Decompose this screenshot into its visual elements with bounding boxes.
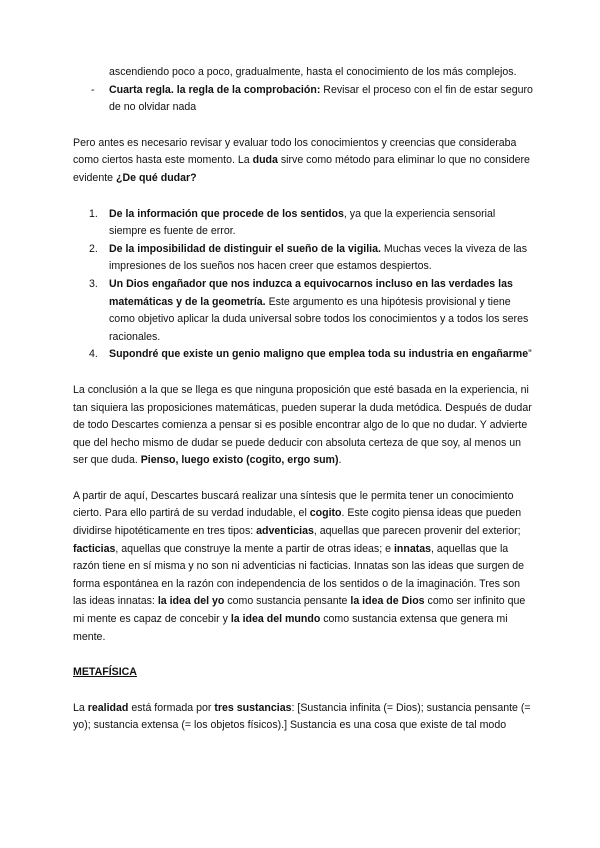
rule-four-text: Revisar el proceso con el fin de estar seguro de no olvidar nada	[109, 83, 533, 114]
rule-four-title: Cuarta regla. la regla de la comprobación:	[109, 83, 321, 96]
dash-bullet: -	[91, 83, 95, 96]
list-item: 2. De la imposibilidad de distinguir el sueño de la vigilia. Muchas veces la viveza de las impresiones de los sueños nos hacen creer que estamos despiertos.	[89, 242, 527, 273]
paragraph-doubt-intro: Pero antes es necesario revisar y evaluar todo los conocimientos y creencias que consideraba como ciertos hasta este momento. La duda sirve como método para eliminar lo que no considere evidente ¿De qué dudar?	[73, 136, 530, 184]
section-heading: METAFÍSICA	[73, 666, 137, 679]
doubt-list	[73, 206, 533, 364]
paragraph-conclusion: La conclusión a la que se llega es que ninguna proposición que esté basada en la experiencia, ni tan siquiera las proposiciones matemáticas, pueden superar la duda metódica. Después de dudar de todo Descartes comienza a pensar si es posible encontrar algo de lo que no dudar. Y advierte que del hecho mismo de dudar se puede deducir con absoluta certeza de que soy, al menos un ser que duda. Pienso, luego existo (cogito, ergo sum).	[73, 383, 532, 467]
list-item: 1. De la información que procede de los sentidos, ya que la experiencia sensorial siempre es fuente de error.	[89, 207, 496, 238]
paragraph-substances: La realidad está formada por tres sustancias: [Sustancia infinita (= Dios); sustancia pensante (= yo); sustancia extensa (= los objetos físicos).] Sustancia es una cosa que existe de tal modo	[73, 701, 531, 732]
list-item: 4. Supondré que existe un genio maligno que emplea toda su industria en engañarme”	[89, 348, 532, 361]
list-item: 3. Un Dios engañador que nos induzca a equivocarnos incluso en las verdades las matemáticas y de la geometría. Este argumento es una hipótesis provisional y tiene como objetivo aplicar la duda universal sobre todos los conocimientos y a todos los seres racionales.	[89, 277, 529, 343]
document-page	[73, 64, 533, 735]
paragraph-synthesis: A partir de aquí, Descartes buscará realizar una síntesis que le permita tener un conocimiento cierto. Para ello partirá de su verdad indudable, el cogito. Este cogito piensa ideas que pueden dividirse hipotéticamente en tres tipos: adventicias, aquellas que parecen provenir del exterior; facticias, aquellas que construye la mente a partir de otras ideas; e innatas, aquellas que la razón tiene en sí misma y no son ni adventicias ni facticias. Innatas son las ideas que surgen de forma espontánea en la razón con independencia de los sentidos o de la imaginación. Tres son las ideas innatas: la idea del yo como sustancia pensante la idea de Dios como ser infinito que mi mente es capaz de concebir y la idea del mundo como sustancia extensa que genera mi mente.	[73, 489, 526, 643]
rule-four-item	[91, 82, 533, 117]
rules-continuation: ascendiendo poco a poco, gradualmente, hasta el conocimiento de los más complejos.	[109, 66, 517, 78]
